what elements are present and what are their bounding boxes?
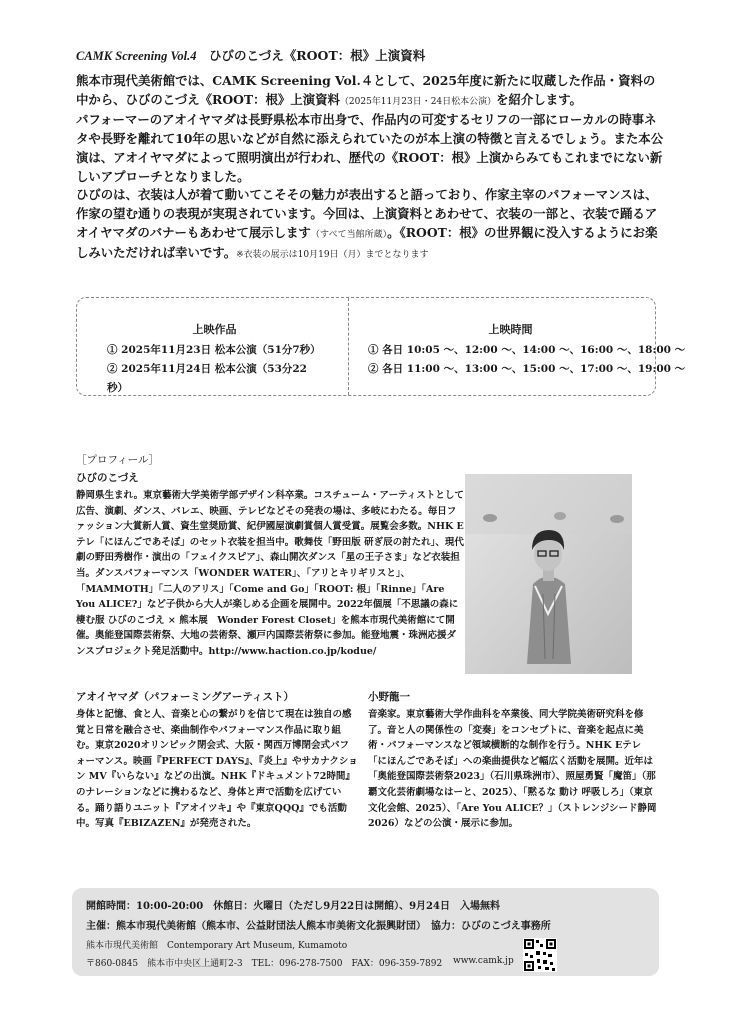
intro-p3-mid: 。《ROOT：根》の世界観に没入するようにお楽しみいただければ幸いです。: [76, 224, 658, 261]
work-title: ひびのこづえ《ROOT：根》上演資料: [209, 48, 426, 63]
artist-photo: [465, 474, 632, 674]
intro-paragraph-2: パフォーマーのアオイヤマダは長野県松本市出身で、作品内の可変するセリフの一部にローカルの時事ネタや長野を離れて10年の思いなどが自然に添えられていたのが本上演の特徴と言えるでしょう。また本公演は、アオイヤマダによって照明演出が行われ、歴代の《ROOT：根》上演からみてもこれまでにない新しいアプローチとなりました。: [76, 112, 664, 184]
time-item-2: ② 各日 11:00 ～、13:00 ～、15:00 ～、17:00 ～、19:00 ～: [368, 363, 686, 375]
museum-address-line: [86, 956, 514, 969]
intro-p3-note: （すべて当館所蔵）: [310, 229, 388, 240]
header-title: [76, 46, 425, 64]
works-column: [107, 320, 322, 398]
intro-p1-end: を紹介します。: [496, 91, 582, 107]
works-title: 上映作品: [192, 323, 237, 336]
work-item-1: ① 2025年11月23日 松本公演（51分7秒）: [107, 344, 321, 356]
work-item-2: ② 2025年11月24日 松本公演（53分22秒）: [107, 363, 307, 394]
costume-note: ※衣装の展示は10月19日（月）までとなります: [236, 250, 429, 261]
schedule-divider: [348, 298, 349, 395]
intro-text: [76, 72, 666, 265]
museum-name: 熊本市現代美術館 Contemporary Art Museum, Kumamoto: [86, 941, 348, 951]
intro-p3-main: ひびのは、衣装は人が着て動いてこそその魅力が表出すると語っており、作家主宰のパフォーマンスは、作家の望む通りの表現が実現されています。今回は、上演資料とあわせて、衣装の一部と、衣装で踊るアオイヤマダのバナーもあわせて展示します: [76, 187, 658, 240]
times-column: [368, 320, 686, 379]
aoi-bio: 身体と記憶、食と人、音楽と心の繋がりを信じて現在は独自の感覚と日常を融合させ、楽曲制作やパフォーマンス作品に取り組む。東京2020オリンピック閉会式、大阪・関西万博閉会式パフォーマンス。映画『PERFECT DAYS』、『炎上』やサカナクション MV『いらない』などの出演。NHK『ドキュメント72時間』のナレーションなどに携わるなど、身体と声で活動を広げている。踊り語りユニット『アオイツキ』や『東京QQQ』でも活動中。写真『EBIZAZEN』が発売された。: [76, 709, 358, 830]
museum-address: 〒860-0845 熊本市中央区上通町2-3 TEL：096-278-7500 FAX：096-359-7892: [86, 959, 443, 969]
aoi-name: アオイヤマダ（パフォーミングアーティスト）: [76, 691, 294, 703]
website-link[interactable]: www.camk.jp: [453, 956, 514, 966]
intro-p1-note: （2025年11月23日・24日松本公演）: [339, 96, 497, 107]
hibino-name: ひびのこづえ: [76, 472, 139, 484]
intro-paragraph-1: [76, 72, 666, 111]
intro-p1-main: 熊本市現代美術館では、CAMK Screening Vol.４として、2025年度に新たに収蔵した作品・資料の中から、ひびのこづえ《ROOT：根》上演資料: [76, 73, 656, 107]
schedule-box: [76, 297, 686, 396]
hibino-bio: 静岡県生まれ。東京藝術大学美術学部デザイン科卒業。コスチューム・アーティストとして広告、演劇、ダンス、バレエ、映画、テレビなどその発表の場は、多岐にわたる。毎日ファッション大賞新人賞、資生堂奨励賞、紀伊國屋演劇賞個人賞受賞。展覧会多数。NHK Eテレ「にほんごであそぼ」のセット衣装を担当中。歌舞伎「野田版 研ぎ辰の討たれ」、現代劇の野田秀樹作・演出の「フェイクスピア」、森山開次ダンス「星の王子さま」など衣装担当。ダンスパフォーマンス「WONDER WATER」、「アリとキリギリスと」、「MAMMOTH」「二人のアリス」「Come and Go」「ROOT: 根」「Rinne」「Are You ALICE?」など子供から大人が楽しめる企画を展開中。2022年個展「不思議の森に棲む服 ひびのこづえ × 熊本展 Wonder Forest Closet」を熊本市現代美術館にて開催。奥能登国際芸術祭、大地の芸術祭、瀬戸内国際芸術祭に参加。能登地震・珠洲応援ダンスプロジェクト発足活動中。http://www.haction.co.jp/kodue/: [76, 490, 464, 657]
opening-hours: 開館時間：10:00-20:00 休館日：火曜日（ただし9月22日は開館）、9月24日 入場無料: [86, 901, 500, 912]
ono-name: 小野龍一: [368, 691, 410, 703]
organizers: 主催：熊本市現代美術館（熊本市、公益財団法人熊本市美術文化振興財団） 協力：ひびのこづえ事務所: [86, 921, 551, 932]
series-name: CAMK Screening Vol.4: [76, 49, 197, 63]
profile-heading: ［プロフィール］: [76, 454, 159, 466]
qr-code-icon[interactable]: [523, 938, 557, 972]
portrait-illustration: [465, 474, 632, 674]
intro-paragraph-3: [76, 186, 666, 265]
time-item-1: ① 各日 10:05 ～、12:00 ～、14:00 ～、16:00 ～、18:00 ～: [368, 344, 686, 356]
times-title: 上映時間: [488, 323, 533, 336]
ono-bio: 音楽家。東京藝術大学作曲科を卒業後、同大学院美術研究科を修了。音と人の関係性の「変奏」をコンセプトに、音楽を起点に美術・パフォーマンスなど領域横断的な制作を行う。NHK Eテレ「にほんごであそぼ」への楽曲提供など幅広く活動を展開。近年は「奥能登国際芸術祭2023」（石川県珠洲市）、照屋勇賢「魔笛」（那覇文化芸術劇場なはーと、2025）、「黙るな 動け 呼吸しろ」（東京文化会館、2025）、「Are You ALICE？」（ストレンジシード静岡2026）などの公演・展示に参加。: [368, 709, 657, 830]
